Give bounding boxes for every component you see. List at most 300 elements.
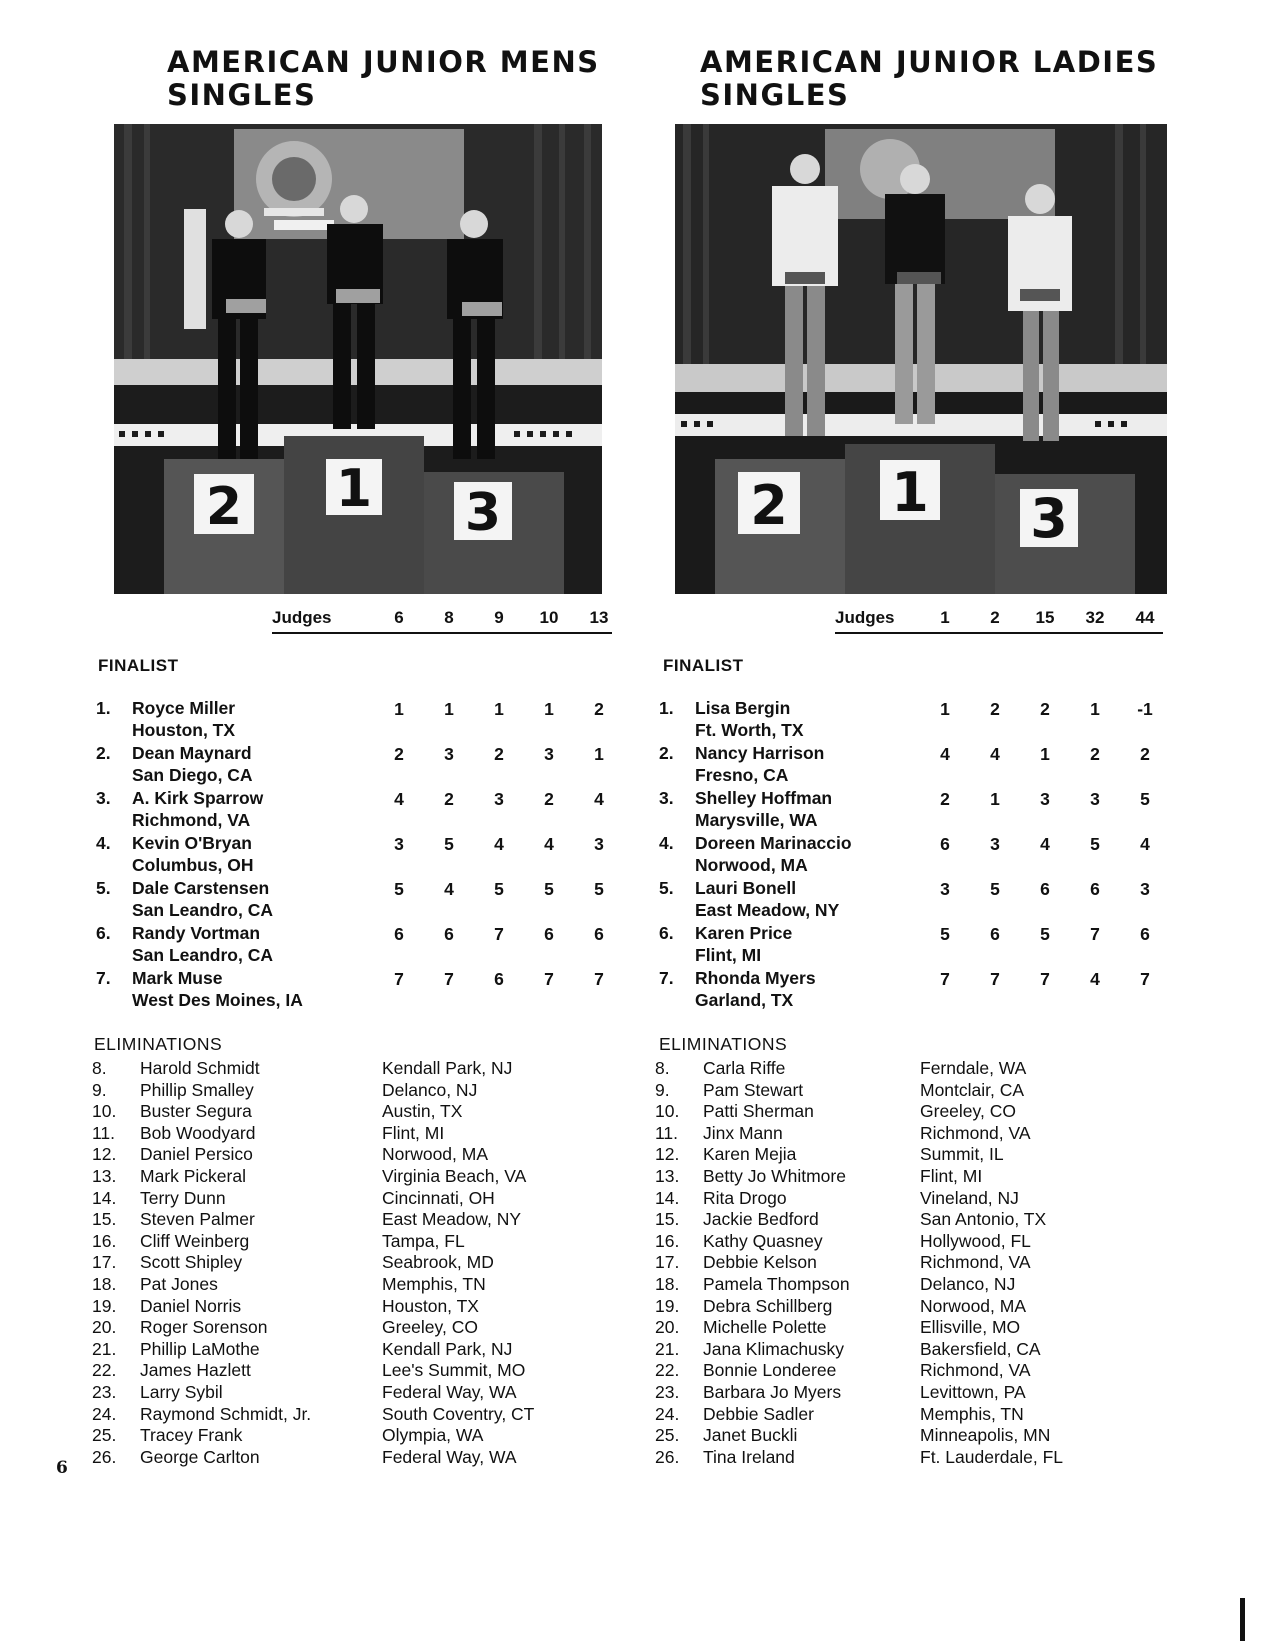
elimination-city: Ferndale, WA [920,1058,1027,1078]
elimination-city: Memphis, TN [920,1403,1024,1424]
finalist-rank: 1. [659,698,674,718]
finalist-rank: 4. [96,833,111,853]
finalist-city: Columbus, OH [132,855,254,875]
finalist-score: 3 [1040,789,1050,809]
finalist-score: 5 [494,879,504,899]
elimination-name: Michelle Polette [703,1317,827,1338]
finalist-score: 2 [544,789,554,809]
finalist-score: 1 [544,699,554,719]
ladies-finalist-row [655,833,1195,878]
ladies-judges-label: Judges [835,608,895,627]
finalist-score: 5 [394,879,404,899]
elimination-name: Roger Sorenson [140,1317,268,1338]
elimination-rank: 13. [655,1165,680,1186]
mens-elimination-row [92,1123,622,1145]
ladies-elimination-row [655,1080,1195,1102]
mens-podium-number-1: 1 [335,459,373,519]
finalist-name: Doreen Marinaccio [695,833,852,853]
elimination-city: Seabrook, MD [382,1252,494,1273]
elimination-city: Kendall Park, NJ [382,1338,513,1359]
ladies-podium-photo-graphic [675,124,1167,594]
elimination-rank: 11. [655,1122,679,1143]
ladies-elimination-row [655,1339,1195,1361]
elimination-city: Memphis, TN [382,1273,486,1294]
ladies-judge-number: 32 [1085,608,1105,627]
finalist-score: 7 [394,969,404,989]
ladies-elimination-row [655,1123,1195,1145]
finalist-score: 1 [1040,744,1050,764]
elimination-rank: 19. [655,1295,680,1316]
mens-judges-label: Judges [272,608,332,627]
finalist-score: 6 [394,924,404,944]
finalist-score: 4 [1140,834,1150,854]
finalist-name: Lisa Bergin [695,698,791,718]
finalist-score: 2 [394,744,404,764]
elimination-name: Pat Jones [140,1273,218,1294]
finalist-city: West Des Moines, IA [132,990,303,1010]
ladies-elimination-row [655,1166,1195,1188]
finalist-score: 6 [1090,879,1100,899]
elimination-rank: 8. [655,1058,670,1078]
ladies-elimination-row [655,1188,1195,1210]
elimination-rank: 22. [655,1360,680,1381]
elimination-name: Mark Pickeral [140,1165,246,1186]
elimination-rank: 17. [92,1252,117,1273]
ladies-elimination-row [655,1447,1195,1469]
ladies-finalist-row [655,698,1195,743]
elimination-rank: 18. [655,1273,680,1294]
finalist-city: Flint, MI [695,945,762,965]
mens-podium-number-3: 3 [464,483,502,543]
finalist-score: 6 [1040,879,1050,899]
elimination-rank: 25. [655,1425,680,1446]
elimination-name: Larry Sybil [140,1381,223,1402]
finalist-name: Nancy Harrison [695,743,825,763]
elimination-rank: 25. [92,1425,117,1446]
finalist-score: 7 [940,969,950,989]
elimination-rank: 10. [92,1101,117,1122]
ladies-podium-number-2: 2 [750,474,788,537]
ladies-finalist-row [655,968,1195,1013]
elimination-rank: 9. [655,1079,670,1100]
finalist-score: 3 [594,834,604,854]
elimination-city: Richmond, VA [920,1122,1031,1143]
mens-elimination-row [92,1360,622,1382]
mens-title-line2: SINGLES [167,78,317,112]
elimination-name: Bonnie Londeree [703,1360,837,1381]
finalist-rank: 7. [96,968,111,988]
elimination-rank: 15. [655,1209,680,1230]
finalist-rank: 7. [659,968,674,988]
finalist-city: Marysville, WA [695,810,818,830]
ladies-elimination-row [655,1382,1195,1404]
ladies-finalist-row [655,788,1195,833]
elimination-city: Hollywood, FL [920,1230,1031,1251]
elimination-rank: 21. [655,1338,680,1359]
elimination-rank: 26. [655,1446,680,1467]
elimination-city: Virginia Beach, VA [382,1165,527,1186]
elimination-city: Richmond, VA [920,1360,1031,1381]
elimination-city: Ellisville, MO [920,1317,1021,1338]
ladies-podium-number-3: 3 [1030,487,1068,550]
elimination-rank: 18. [92,1273,117,1294]
finalist-score: 7 [544,969,554,989]
elimination-name: Buster Segura [140,1101,252,1122]
ladies-eliminations-heading: ELIMINATIONS [659,1034,788,1054]
mens-title [167,46,622,112]
elimination-name: Carla Riffe [703,1058,786,1078]
mens-elimination-row [92,1209,622,1231]
elimination-name: Debra Schillberg [703,1295,833,1316]
page-edge-mark [1240,1598,1245,1641]
elimination-rank: 14. [655,1187,680,1208]
elimination-name: Betty Jo Whitmore [703,1165,846,1186]
elimination-name: Terry Dunn [140,1187,226,1208]
elimination-name: Bob Woodyard [140,1122,256,1143]
finalist-score: 3 [444,744,454,764]
finalist-score: 7 [990,969,1000,989]
elimination-city: Flint, MI [382,1122,445,1143]
elimination-rank: 16. [655,1230,680,1251]
mens-elimination-row [92,1101,622,1123]
elimination-city: Flint, MI [920,1165,983,1186]
elimination-city: Richmond, VA [920,1252,1031,1273]
mens-elimination-row [92,1166,622,1188]
finalist-score: 2 [940,789,950,809]
elimination-city: Greeley, CO [920,1101,1016,1122]
ladies-elimination-row [655,1231,1195,1253]
elimination-rank: 14. [92,1187,117,1208]
ladies-elimination-row [655,1144,1195,1166]
elimination-city: Cincinnati, OH [382,1187,495,1208]
finalist-city: Norwood, MA [695,855,808,875]
elimination-city: Tampa, FL [382,1230,465,1251]
mens-finalist-row [92,698,622,743]
ladies-podium-number-1: 1 [891,461,929,524]
mens-judge-number: 6 [394,608,404,627]
elimination-city: South Coventry, CT [382,1403,535,1424]
finalist-score: 2 [594,699,604,719]
mens-elimination-row [92,1188,622,1210]
elimination-name: Karen Mejia [703,1144,797,1165]
finalist-name: Dale Carstensen [132,878,270,898]
elimination-name: Steven Palmer [140,1209,255,1230]
finalist-name: Kevin O'Bryan [132,833,252,853]
elimination-city: Levittown, PA [920,1381,1026,1402]
finalist-name: Dean Maynard [132,743,252,763]
mens-elimination-row [92,1231,622,1253]
elimination-rank: 23. [655,1381,680,1402]
elimination-rank: 24. [92,1403,117,1424]
elimination-city: Greeley, CO [382,1317,478,1338]
mens-finalist-row [92,923,622,968]
finalist-score: 7 [594,969,604,989]
finalist-score: 4 [990,744,1000,764]
finalist-rank: 6. [96,923,111,943]
page-number: 6 [56,1458,68,1478]
finalist-city: Richmond, VA [132,810,251,830]
ladies-elimination-row [655,1058,1195,1080]
finalist-score: 5 [594,879,604,899]
elimination-city: Summit, IL [920,1144,1004,1165]
finalist-score: 3 [494,789,504,809]
mens-finalist-row [92,743,622,788]
elimination-city: Federal Way, WA [382,1446,517,1467]
finalist-score: 5 [940,924,950,944]
finalist-score: 4 [544,834,554,854]
finalist-score: 6 [990,924,1000,944]
elimination-name: Daniel Norris [140,1295,242,1316]
mens-judges-rule [272,632,612,634]
mens-section [92,45,622,1467]
ladies-eliminations-list [655,1058,1195,1468]
elimination-rank: 19. [92,1295,117,1316]
finalist-rank: 2. [659,743,674,763]
finalist-name: Shelley Hoffman [695,788,833,808]
ladies-elimination-row [655,1252,1195,1274]
finalist-score: 3 [544,744,554,764]
mens-eliminations-heading: ELIMINATIONS [94,1034,223,1054]
ladies-elimination-row [655,1209,1195,1231]
mens-title-line1: AMERICAN JUNIOR MENS [167,45,600,79]
elimination-city: Norwood, MA [382,1144,489,1165]
elimination-rank: 24. [655,1403,680,1424]
finalist-score: 1 [594,744,604,764]
elimination-name: Scott Shipley [140,1252,243,1273]
ladies-finalist-list [655,698,1195,1013]
mens-judges-header [272,608,712,632]
elimination-name: Phillip LaMothe [140,1338,260,1359]
mens-elimination-row [92,1404,622,1426]
ladies-finalist-row [655,923,1195,968]
elimination-rank: 13. [92,1165,117,1186]
finalist-score: 5 [1140,789,1150,809]
elimination-name: Barbara Jo Myers [703,1381,842,1402]
finalist-score: 2 [990,699,1000,719]
ladies-title [700,46,1195,112]
elimination-name: Rita Drogo [703,1187,787,1208]
finalist-score: 6 [940,834,950,854]
finalist-score: 4 [594,789,604,809]
ladies-title-line1: AMERICAN JUNIOR LADIES [700,45,1159,79]
mens-judge-number: 9 [494,608,504,627]
finalist-rank: 4. [659,833,674,853]
elimination-rank: 11. [92,1122,116,1143]
ladies-elimination-row [655,1425,1195,1447]
finalist-score: 6 [1140,924,1150,944]
finalist-name: Royce Miller [132,698,236,718]
elimination-name: Raymond Schmidt, Jr. [140,1403,312,1424]
mens-elimination-row [92,1339,622,1361]
finalist-score: 2 [444,789,454,809]
mens-judge-number: 13 [589,608,609,627]
finalist-score: 1 [444,699,454,719]
elimination-rank: 16. [92,1230,117,1251]
finalist-score: 4 [494,834,504,854]
elimination-city: Minneapolis, MN [920,1425,1051,1446]
ladies-judge-number: 15 [1035,608,1055,627]
elimination-city: Bakersfield, CA [920,1338,1041,1359]
mens-judge-number: 8 [444,608,454,627]
elimination-name: George Carlton [140,1446,260,1467]
ladies-judge-number: 1 [940,608,950,627]
finalist-score: 4 [1090,969,1100,989]
elimination-name: Debbie Sadler [703,1403,814,1424]
mens-elimination-row [92,1447,622,1469]
elimination-city: East Meadow, NY [382,1209,522,1230]
finalist-score: -1 [1137,699,1153,719]
mens-elimination-row [92,1425,622,1447]
finalist-rank: 2. [96,743,111,763]
finalist-score: 7 [1040,969,1050,989]
mens-eliminations-list [92,1058,622,1468]
finalist-score: 6 [544,924,554,944]
ladies-judges-header [835,608,1195,632]
finalist-name: Mark Muse [132,968,223,988]
elimination-rank: 8. [92,1058,107,1078]
finalist-score: 3 [990,834,1000,854]
finalist-score: 3 [1090,789,1100,809]
elimination-city: Montclair, CA [920,1079,1025,1100]
finalist-score: 2 [1140,744,1150,764]
finalist-score: 6 [494,969,504,989]
finalist-score: 5 [544,879,554,899]
ladies-finalist-heading: FINALIST [663,656,744,675]
finalist-city: East Meadow, NY [695,900,840,920]
elimination-name: Pamela Thompson [703,1273,850,1294]
finalist-score: 3 [394,834,404,854]
finalist-name: Karen Price [695,923,793,943]
elimination-city: Ft. Lauderdale, FL [920,1446,1063,1467]
finalist-score: 7 [1140,969,1150,989]
finalist-score: 7 [444,969,454,989]
elimination-name: Cliff Weinberg [140,1230,250,1251]
finalist-score: 2 [1040,699,1050,719]
elimination-rank: 9. [92,1079,107,1100]
elimination-rank: 20. [655,1317,680,1338]
mens-elimination-row [92,1382,622,1404]
elimination-rank: 22. [92,1360,117,1381]
finalist-score: 7 [1090,924,1100,944]
finalist-score: 4 [444,879,454,899]
finalist-city: Houston, TX [132,720,236,740]
ladies-elimination-row [655,1101,1195,1123]
elimination-rank: 15. [92,1209,117,1230]
elimination-name: Daniel Persico [140,1144,253,1165]
mens-elimination-row [92,1252,622,1274]
mens-elimination-row [92,1296,622,1318]
finalist-score: 5 [1090,834,1100,854]
elimination-name: Debbie Kelson [703,1252,817,1273]
finalist-score: 7 [494,924,504,944]
finalist-rank: 6. [659,923,674,943]
ladies-section [655,45,1195,1467]
finalist-score: 5 [1040,924,1050,944]
elimination-name: Janet Buckli [703,1425,798,1446]
elimination-name: Kathy Quasney [703,1230,823,1251]
finalist-city: Ft. Worth, TX [695,720,804,740]
ladies-judge-number: 2 [990,608,1000,627]
mens-podium-photo-graphic [114,124,602,594]
mens-judge-number: 10 [539,608,559,627]
mens-podium-number-2: 2 [205,477,243,537]
finalist-score: 4 [394,789,404,809]
ladies-title-line2: SINGLES [700,78,850,112]
ladies-elimination-row [655,1360,1195,1382]
finalist-score: 4 [940,744,950,764]
finalist-rank: 3. [96,788,111,808]
finalist-score: 4 [1040,834,1050,854]
elimination-name: Jana Klimachusky [703,1338,845,1359]
mens-podium-photo [114,124,602,594]
elimination-city: Kendall Park, NJ [382,1058,513,1078]
elimination-name: Pam Stewart [703,1079,804,1100]
elimination-name: Jinx Mann [703,1122,783,1143]
mens-elimination-row [92,1274,622,1296]
elimination-city: Lee's Summit, MO [382,1360,526,1381]
elimination-rank: 10. [655,1101,680,1122]
finalist-score: 6 [444,924,454,944]
finalist-score: 1 [940,699,950,719]
elimination-city: Vineland, NJ [920,1187,1019,1208]
elimination-rank: 20. [92,1317,117,1338]
elimination-city: San Antonio, TX [920,1209,1047,1230]
finalist-city: San Leandro, CA [132,900,273,920]
elimination-city: Austin, TX [382,1101,463,1122]
elimination-city: Federal Way, WA [382,1381,517,1402]
elimination-city: Houston, TX [382,1295,479,1316]
mens-elimination-row [92,1058,622,1080]
ladies-finalist-row [655,743,1195,788]
ladies-judge-number: 44 [1135,608,1155,627]
mens-finalist-row [92,878,622,923]
elimination-city: Delanco, NJ [382,1079,478,1100]
elimination-city: Delanco, NJ [920,1273,1016,1294]
finalist-score: 3 [940,879,950,899]
finalist-score: 2 [494,744,504,764]
elimination-rank: 21. [92,1338,117,1359]
elimination-name: Phillip Smalley [140,1079,254,1100]
ladies-podium-photo [675,124,1167,594]
mens-elimination-row [92,1317,622,1339]
finalist-score: 1 [990,789,1000,809]
elimination-name: Jackie Bedford [703,1209,819,1230]
finalist-score: 1 [1090,699,1100,719]
finalist-city: San Diego, CA [132,765,253,785]
elimination-city: Norwood, MA [920,1295,1027,1316]
elimination-name: Tina Ireland [703,1446,795,1467]
ladies-judges-rule [835,632,1163,634]
mens-finalist-list [92,698,622,1013]
finalist-score: 1 [494,699,504,719]
finalist-rank: 5. [659,878,674,898]
finalist-city: Garland, TX [695,990,794,1010]
finalist-city: San Leandro, CA [132,945,273,965]
finalist-name: Lauri Bonell [695,878,797,898]
elimination-rank: 17. [655,1252,680,1273]
ladies-elimination-row [655,1296,1195,1318]
mens-finalist-heading: FINALIST [98,656,179,675]
finalist-name: Rhonda Myers [695,968,816,988]
finalist-score: 5 [444,834,454,854]
finalist-score: 3 [1140,879,1150,899]
ladies-elimination-row [655,1317,1195,1339]
elimination-rank: 12. [655,1144,680,1165]
elimination-name: James Hazlett [140,1360,251,1381]
elimination-rank: 26. [92,1446,117,1467]
elimination-city: Olympia, WA [382,1425,484,1446]
elimination-name: Patti Sherman [703,1101,814,1122]
